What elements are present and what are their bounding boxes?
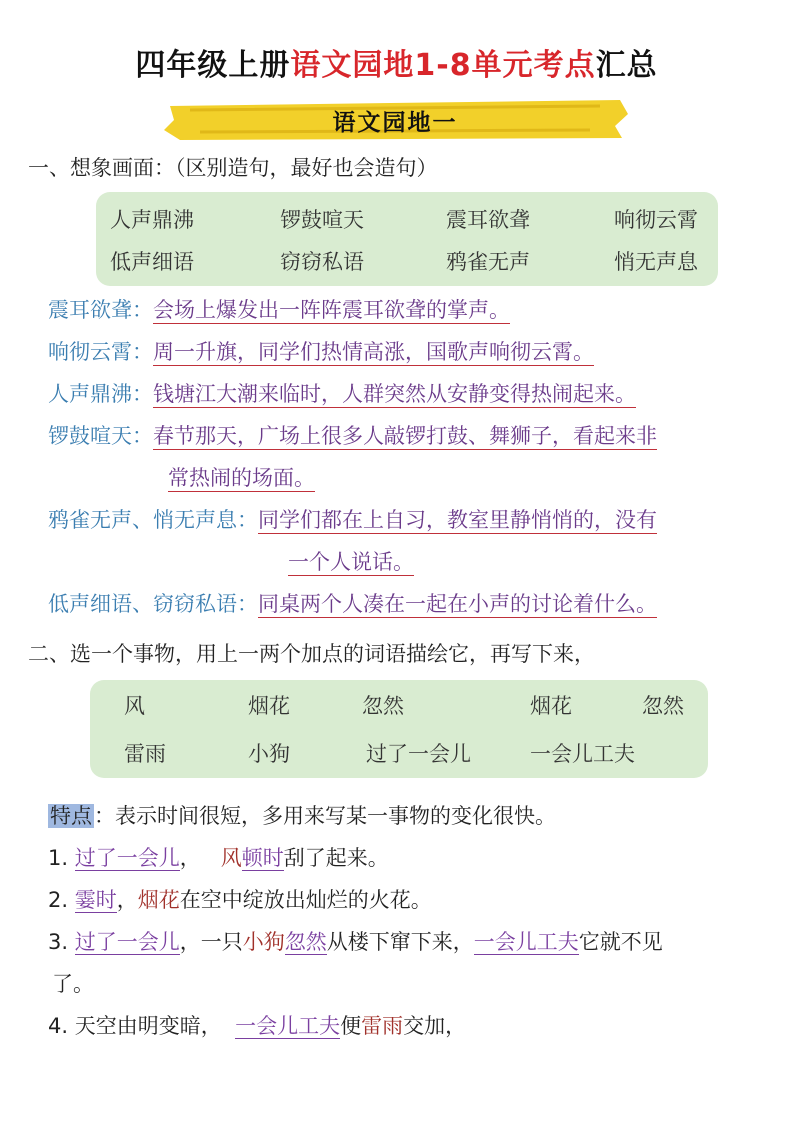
sentence-label: 震耳欲聋：	[48, 298, 153, 322]
sentence-text: 常热闹的场面。	[168, 466, 315, 490]
word: 锣鼓喧天	[280, 208, 364, 232]
word: 忽然	[642, 694, 684, 718]
sentence-row	[48, 378, 636, 408]
sentence-row	[48, 504, 657, 534]
section1-note: （区别造句，最好也会造句）	[175, 156, 438, 180]
example-number: 2.	[48, 888, 69, 912]
example-number: 4.	[48, 1014, 69, 1038]
sentence-continuation	[288, 546, 414, 576]
example-text: 在空中绽放出灿烂的火花。	[179, 888, 432, 912]
example-text: 了。	[52, 972, 94, 996]
page-title	[0, 40, 793, 84]
word: 悄无声息	[614, 250, 698, 274]
word: 过了一会儿	[366, 742, 471, 766]
example-text: 从楼下窜下来，	[326, 930, 474, 954]
title-part3: 汇总	[595, 48, 658, 83]
example-subject: 小狗	[242, 930, 285, 954]
example-number: 3.	[48, 930, 69, 954]
sentence-text: 春节那天，广场上很多人敲锣打鼓、舞狮子，看起来非	[153, 424, 657, 448]
word: 一会儿工夫	[530, 742, 635, 766]
word-box-2	[90, 680, 708, 778]
example-phrase: 过了一会儿	[74, 930, 180, 954]
word: 低声细语	[110, 250, 194, 274]
example-phrase: 一会儿工夫	[235, 1014, 341, 1038]
feature-label: 特点	[50, 804, 92, 828]
section-banner	[160, 96, 630, 142]
word: 忽然	[362, 694, 404, 718]
example-phrase: 顿时	[241, 846, 284, 870]
sentence-row	[48, 420, 657, 450]
example-text: 刮了起来。	[283, 846, 389, 870]
example-subject: 雷雨	[361, 1014, 404, 1038]
word: 窃窃私语	[280, 250, 364, 274]
sentence-text: 同桌两个人凑在一起在小声的讨论着什么。	[258, 592, 657, 616]
word: 小狗	[248, 742, 290, 766]
example-phrase: 过了一会儿	[74, 846, 180, 870]
word-box-1	[96, 192, 718, 286]
example-text: 交加，	[403, 1014, 467, 1038]
sentence-label: 锣鼓喧天：	[48, 424, 153, 448]
example-3	[48, 926, 663, 956]
word: 雷雨	[124, 742, 166, 766]
sentence-row	[48, 294, 510, 324]
sentence-text: 钱塘江大潮来临时，人群突然从安静变得热闹起来。	[153, 382, 636, 406]
title-part2: 语文园地1-8单元考点	[290, 48, 596, 83]
word: 响彻云霄	[614, 208, 698, 232]
sentence-label: 人声鼎沸：	[48, 382, 153, 406]
example-text: 天空由明变暗，	[74, 1014, 222, 1038]
sentence-row	[48, 588, 657, 618]
sentence-label: 响彻云霄：	[48, 340, 153, 364]
example-phrase: 一会儿工夫	[473, 930, 579, 954]
sentence-row	[48, 336, 594, 366]
banner-title: 语文园地一	[332, 110, 458, 136]
word: 烟花	[248, 694, 290, 718]
sentence-label: 低声细语、窃窃私语：	[48, 592, 258, 616]
example-2	[48, 884, 432, 914]
sentence-text: 一个人说话。	[288, 550, 414, 574]
example-1	[48, 842, 389, 872]
word: 风	[124, 694, 145, 718]
word: 烟花	[530, 694, 572, 718]
example-text: ，	[179, 846, 201, 870]
feature-text: ：表示时间很短，多用来写某一事物的变化很快。	[94, 804, 556, 828]
sentence-text: 会场上爆发出一阵阵震耳欲聋的掌声。	[153, 298, 510, 322]
title-part1: 四年级上册	[135, 48, 291, 83]
example-text: 它就不见	[578, 930, 663, 954]
example-subject: 风	[220, 846, 242, 870]
example-subject: 烟花	[137, 888, 180, 912]
example-4	[48, 1010, 466, 1040]
section1-heading	[28, 152, 438, 182]
example-3-continuation	[52, 968, 94, 998]
word: 鸦雀无声	[446, 250, 530, 274]
sentence-label: 鸦雀无声、悄无声息：	[48, 508, 258, 532]
example-text: ，	[116, 888, 138, 912]
sentence-text: 周一升旗，同学们热情高涨，国歌声响彻云霄。	[153, 340, 594, 364]
example-phrase: 霎时	[74, 888, 117, 912]
sentence-continuation	[168, 462, 315, 492]
sentence-text: 同学们都在上自习，教室里静悄悄的，没有	[258, 508, 657, 532]
example-phrase: 忽然	[284, 930, 327, 954]
word: 震耳欲聋	[446, 208, 530, 232]
example-text: ，一只	[179, 930, 243, 954]
feature-note	[48, 800, 556, 830]
example-text: 便	[340, 1014, 362, 1038]
section1-heading-text: 一、想象画面：	[28, 156, 175, 180]
word: 人声鼎沸	[110, 208, 194, 232]
example-number: 1.	[48, 846, 69, 870]
section2-heading: 二、选一个事物，用上一两个加点的词语描绘它，再写下来，	[28, 642, 595, 666]
